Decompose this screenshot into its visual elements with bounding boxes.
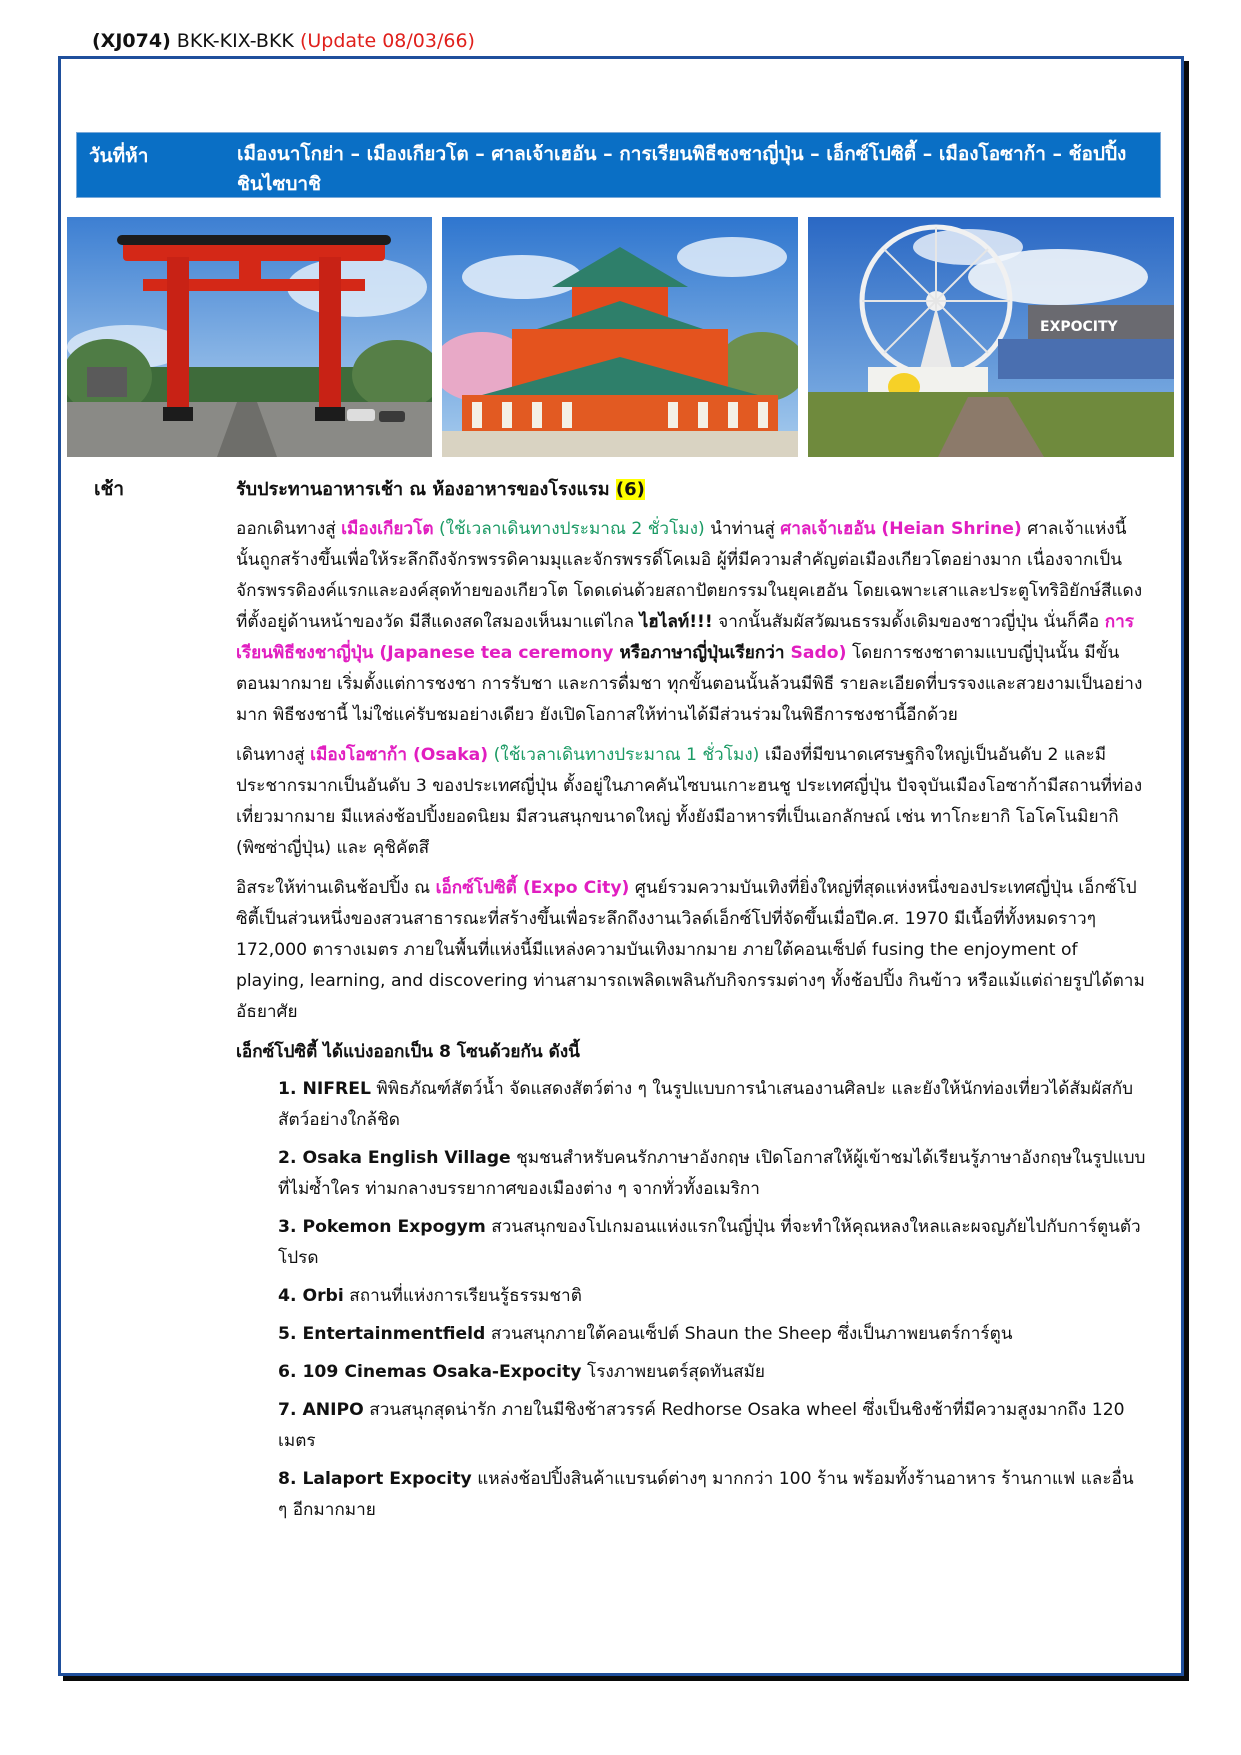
osaka-travel-time: (ใช้เวลาเดินทางประมาณ 1 ชั่วโมง) — [488, 745, 760, 765]
list-item — [236, 1143, 1146, 1205]
p1-text-j: หรือภาษาญี่ปุ่นเรียกว่า — [613, 643, 791, 663]
zone-desc: สวนสนุกภายใต้คอนเซ็ปต์ Shaun the Sheep ซึ่งเป็นภาพยนตร์การ์ตูน — [485, 1324, 1013, 1344]
p1-text-d: นำท่านสู่ — [704, 519, 781, 539]
p1-text-a: ออกเดินทางสู่ — [236, 519, 342, 539]
list-item — [236, 1281, 1146, 1312]
zone-name: 8. Lalaport Expocity — [278, 1469, 472, 1489]
zone-name: 1. NIFREL — [278, 1079, 371, 1099]
day-title: เมืองนาโกย่า – เมืองเกียวโต – ศาลเจ้าเฮอัน – การเรียนพิธีชงชาญี่ปุ่น – เอ็กซ์โปซิตี้ – เมืองโอซาก้า – ช้อปปิ้งชินไซบาชิ — [237, 143, 1127, 195]
p1-text-l: โดยการชงชาตามแบบญี่ปุ่นนั้น มีขั้นตอนมากมาย เริ่มตั้งแต่การชงชา การรับชา และการดื่มชา ทุกขั้นตอนนั้นล้วนมีพิธี รายละเอียดที่บรรจงและสวยงามเป็นอย่างมาก พิธีชงชานี้ ไม่ใช่แค่รับชมอย่างเดียว ยังเปิดโอกาสให้ท่านได้มีส่วนร่วมในพิธีการชงชานี้อีกด้วย — [236, 643, 1143, 725]
photo-heian-torii — [67, 217, 432, 457]
day-header-bar — [76, 132, 1161, 198]
paragraph-expocity — [236, 873, 1146, 1028]
zone-desc: สวนสนุกของโปเกมอนแห่งแรกในญี่ปุ่น ที่จะทำให้คุณหลงใหลและผจญภัยไปกับการ์ตูนตัวโปรด — [278, 1217, 1141, 1268]
zone-desc: พิพิธภัณฑ์สัตว์น้ำ จัดแสดงสัตว์ต่าง ๆ ในรูปแบบการนำเสนองานศิลปะ และยังให้นักท่องเที่ยวได้สัมผัสกับสัตว์อย่างใกล้ชิด — [278, 1079, 1134, 1130]
zone-desc: สถานที่แห่งการเรียนรู้ธรรมชาติ — [343, 1286, 582, 1306]
list-item — [236, 1212, 1146, 1274]
meal-code: (6) — [615, 479, 645, 500]
p1-text-h: จากนั้นสัมผัสวัฒนธรรมดั้งเดิมของชาวญี่ปุ่น นั่นก็คือ — [712, 612, 1105, 632]
expocity-highlight: เอ็กซ์โปซิตี้ (Expo City) — [435, 878, 630, 898]
list-item — [236, 1074, 1146, 1136]
tour-code: (XJ074) — [92, 30, 171, 52]
kyoto-travel-time: (ใช้เวลาเดินทางประมาณ 2 ชั่วโมง) — [433, 519, 705, 539]
zone-name: 7. ANIPO — [278, 1400, 364, 1420]
zone-desc: โรงภาพยนตร์สุดทันสมัย — [581, 1362, 765, 1382]
list-item — [236, 1395, 1146, 1457]
p1-text-f: ศาลเจ้าแห่งนี้นั้นถูกสร้างขึ้นเพื่อให้ระลึกถึงจักรพรรดิคามมุและจักรพรรดิ์โคเมอิ ผู้ที่มีความสำคัญต่อเมืองเกียวโตอย่างมาก เนื่องจากเป็นจักรพรรดิองค์แรกและองค์สุดท้ายของเกียวโต โดดเด่นด้วยสถาปัตยกรรมในยุคเฮอัน โดยเฉพาะเสาและประตูโทริอิยักษ์สีแดงที่ตั้งอยู่ด้านหน้าของวัด มีสีแดงสดใสมองเห็นมาแต่ไกล — [236, 519, 1143, 632]
p2-text-a: เดินทางสู่ — [236, 745, 311, 765]
paragraph-kyoto — [236, 514, 1146, 731]
zones-list — [236, 1074, 1146, 1526]
route: BKK-KIX-BKK — [176, 30, 294, 52]
expocity-sign: EXPOCITY — [1040, 319, 1118, 335]
zone-desc: สวนสนุกสุดน่ารัก ภายในมีชิงช้าสวรรค์ Redhorse Osaka wheel ซึ่งเป็นชิงช้าที่มีความสูงมากถึง 120 เมตร — [278, 1400, 1125, 1451]
sado-highlight: Sado) — [790, 643, 847, 663]
zone-name: 4. Orbi — [278, 1286, 344, 1306]
list-item — [236, 1357, 1146, 1388]
paragraph-osaka — [236, 740, 1146, 864]
zone-name: 6. 109 Cinemas Osaka-Expocity — [278, 1362, 582, 1382]
tea-ceremony-highlight: การเรียนพิธีชงชาญี่ปุ่น (Japanese tea ceremony — [236, 612, 1135, 663]
morning-content — [236, 474, 1146, 1533]
zone-name: 5. Entertainmentfield — [278, 1324, 486, 1344]
osaka-highlight: เมืองโอซาก้า (Osaka) — [310, 745, 489, 765]
photo-expocity — [808, 217, 1174, 457]
time-label-morning: เช้า — [94, 478, 125, 500]
list-item — [236, 1464, 1146, 1526]
breakfast-text: รับประทานอาหารเช้า ณ ห้องอาหารของโรงแรม — [236, 479, 610, 500]
zone-name: 2. Osaka English Village — [278, 1148, 511, 1168]
zone-desc: ชุมชนสำหรับคนรักภาษาอังกฤษ เปิดโอกาสให้ผู้เข้าชมได้เรียนรู้ภาษาอังกฤษในรูปแบบที่ไม่ซ้ำใคร ท่ามกลางบรรยากาศของเมืองต่าง ๆ จากทั่วทั้งอเมริกา — [278, 1148, 1146, 1199]
zone-name: 3. Pokemon Expogym — [278, 1217, 486, 1237]
list-item — [236, 1319, 1146, 1350]
photo-heian-pavilion — [442, 217, 798, 457]
p3-text-c: ศูนย์รวมความบันเทิงที่ยิ่งใหญ่ที่สุดแห่งหนึ่งของประเทศญี่ปุ่น เอ็กซ์โปซิตี้เป็นส่วนหนึ่งของสวนสาธารณะที่สร้างขึ้นเพื่อระลึกถึงงานเวิลด์เอ็กซ์โปที่จัดขึ้นเมื่อปีค.ศ. 1970 มีเนื้อที่ทั้งหมดราวๆ 172,000 ตารางเมตร ภายในพื้นที่แห่งนี้มีแหล่งความบันเทิงมากมาย ภายใต้คอนเซ็ปต์ fusing the enjoyment of playing, learning, and discovering ท่านสามารถเพลิดเพลินกับกิจกรรมต่างๆ ทั้งช้อปปิ้ง กินข้าว หรือแม้แต่ถ่ายรูปได้ตามอัธยาศัย — [236, 878, 1145, 1022]
p3-text-a: อิสระให้ท่านเดินช้อปปิ้ง ณ — [236, 878, 436, 898]
breakfast-line — [236, 474, 1146, 505]
heian-shrine-highlight: ศาลเจ้าเฮอัน (Heian Shrine) — [780, 519, 1022, 539]
zones-heading: เอ็กซ์โปซิตี้ ได้แบ่งออกเป็น 8 โซนด้วยกัน ดังนี้ — [236, 1042, 580, 1062]
p2-text-d: เมืองที่มีขนาดเศรษฐกิจใหญ่เป็นอันดับ 2 และมีประชากรมากเป็นอันดับ 3 ของประเทศญี่ปุ่น ตั้งอยู่ในภาคคันไซบนเกาะฮนชู ประเทศญี่ปุ่น ปัจจุบันเมืองโอซาก้ามีสถานที่ท่องเที่ยวมากมาย มีแหล่งช้อปปิ้งยอดนิยม มีสวนสนุกขนาดใหญ่ ทั้งยังมีอาหารที่เป็นเอกลักษณ์ เช่น ทาโกะยากิ โอโคโนมิยากิ (พิซซ่าญี่ปุ่น) และ คุชิคัตสึ — [236, 745, 1143, 858]
highlight-label: ไฮไลท์!!! — [639, 612, 713, 632]
zone-desc: แหล่งช้อปปิ้งสินค้าแบรนด์ต่างๆ มากกว่า 100 ร้าน พร้อมทั้งร้านอาหาร ร้านกาแฟ และอื่น ๆ อีกมากมาย — [278, 1469, 1134, 1520]
update-date: (Update 08/03/66) — [299, 30, 475, 52]
document-header — [92, 30, 475, 52]
day-label: วันที่ห้า — [89, 145, 149, 167]
kyoto-highlight: เมืองเกียวโต — [341, 519, 434, 539]
